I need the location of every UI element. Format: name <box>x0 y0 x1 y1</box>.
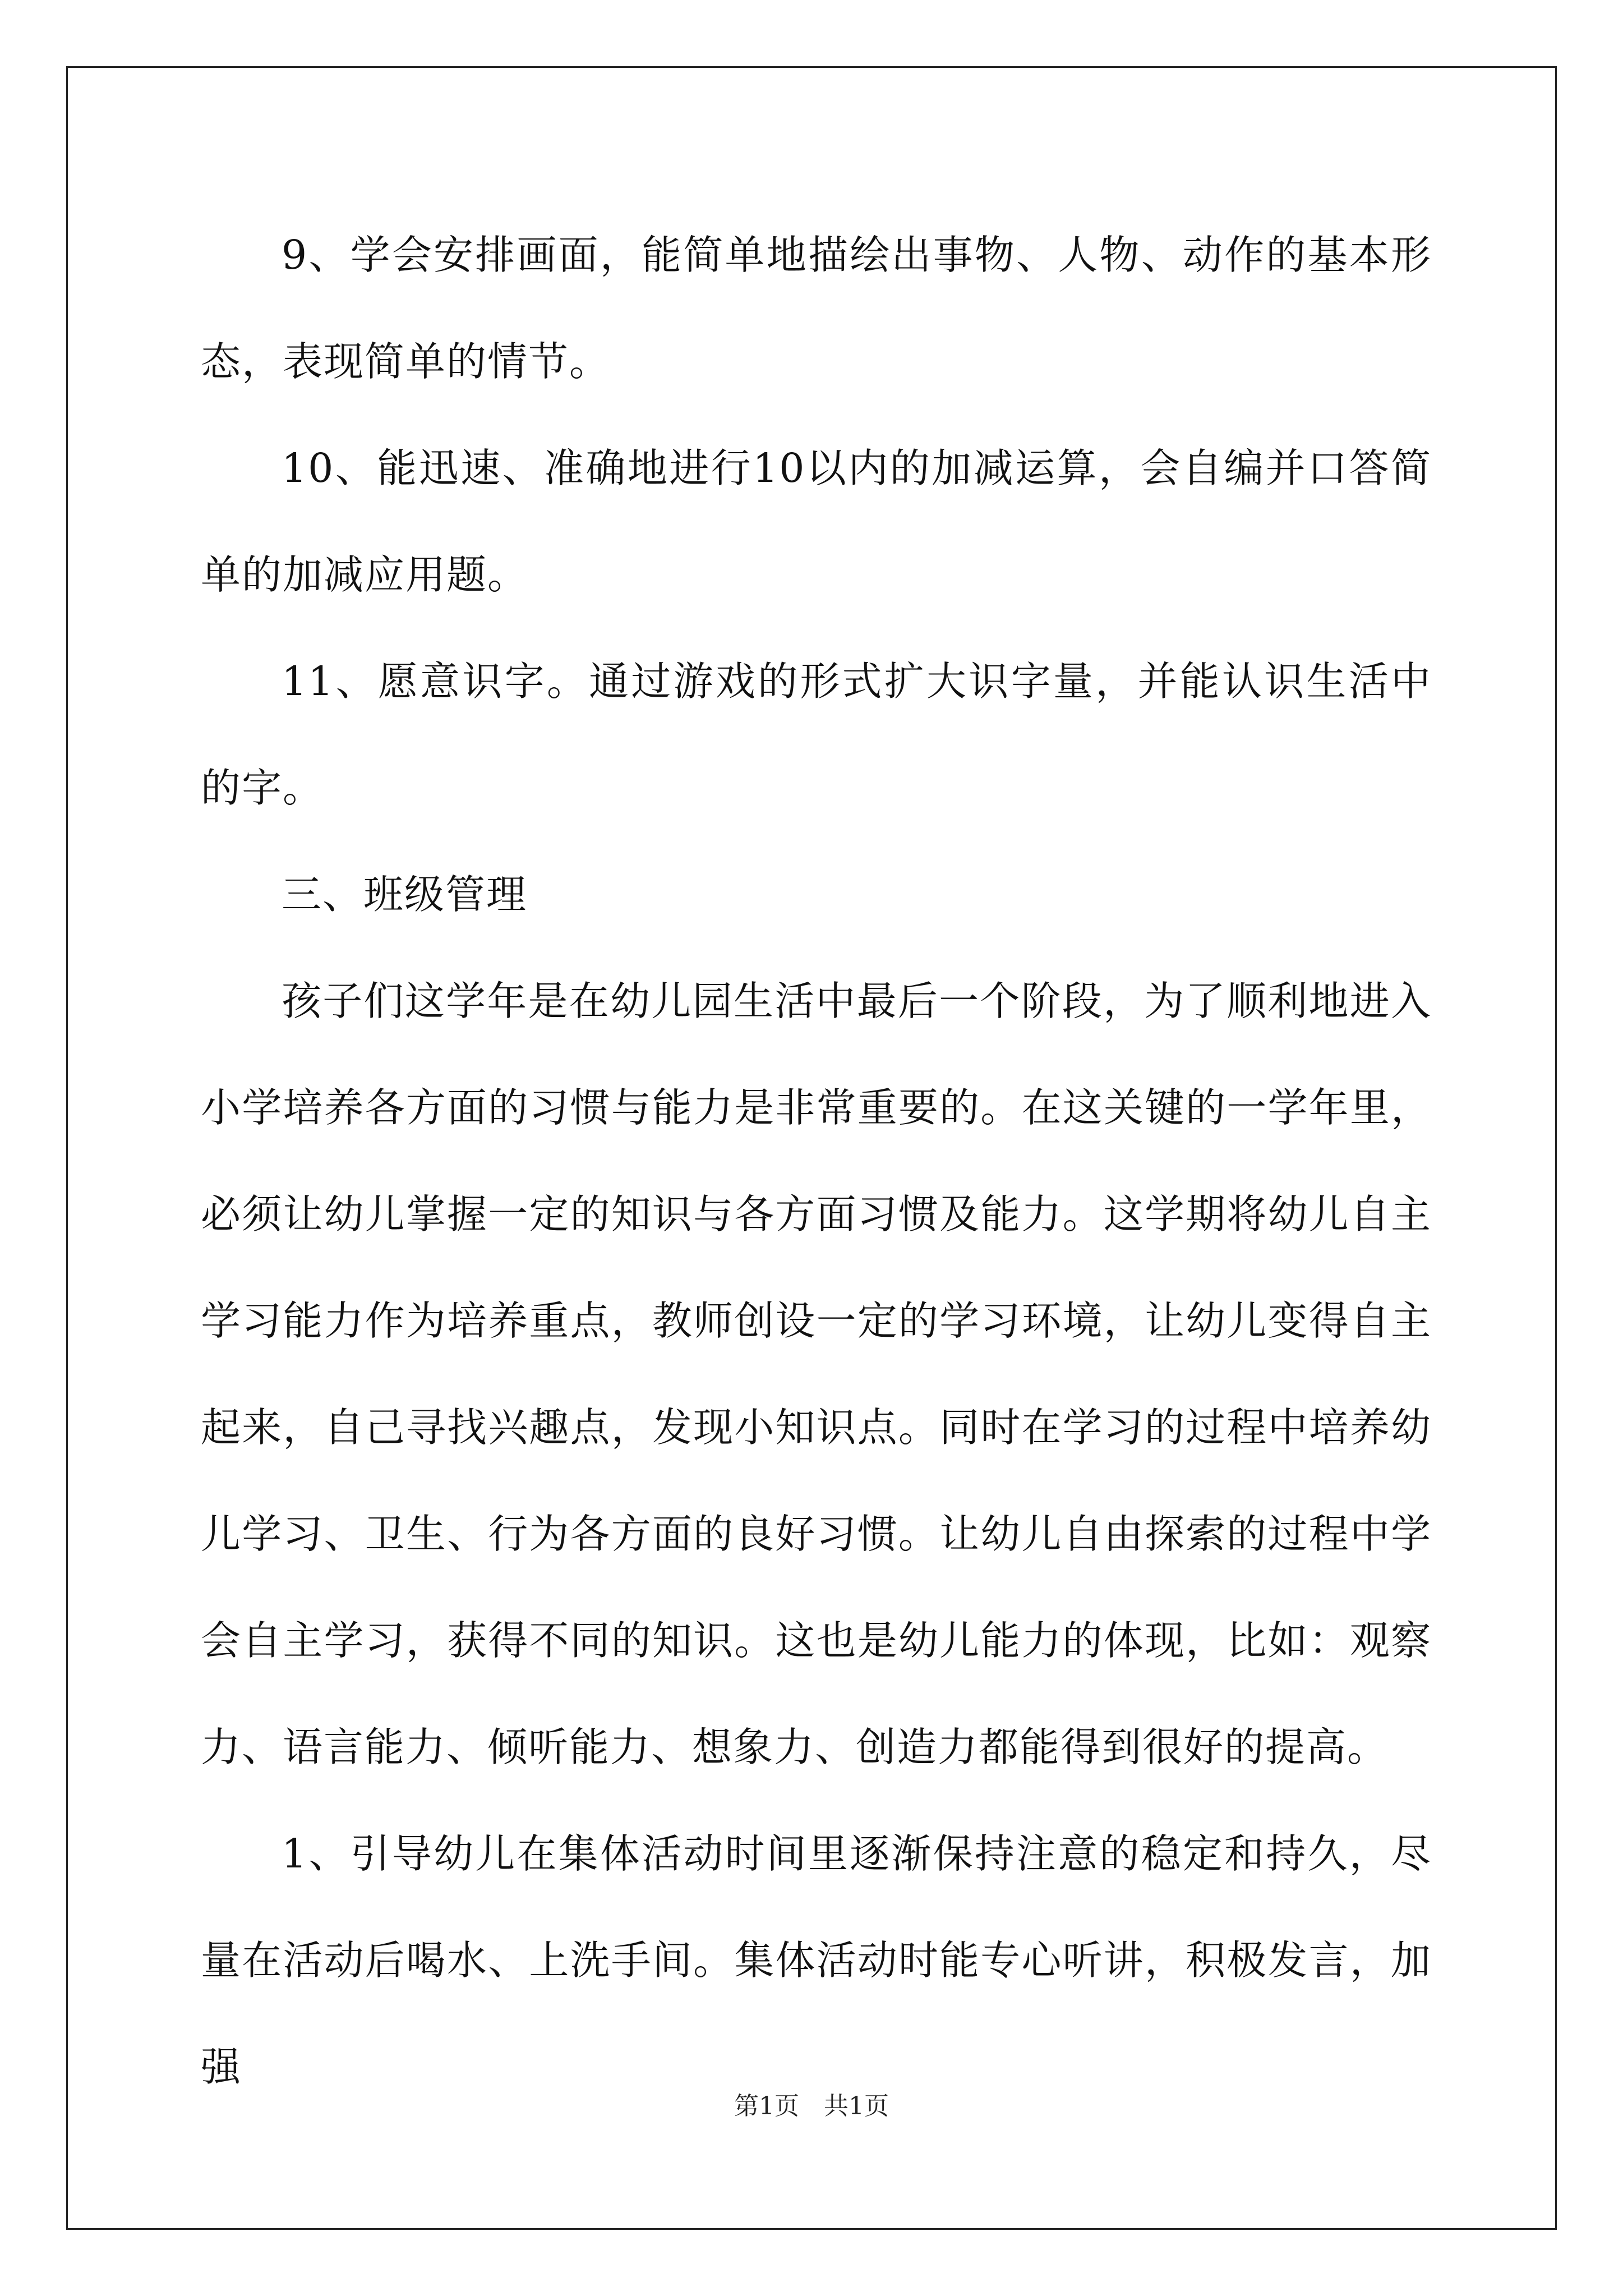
paragraph-item-9: 9、学会安排画面，能简单地描绘出事物、人物、动作的基本形态，表现简单的情节。 <box>201 232 1432 385</box>
section-heading-class-management: 三、班级管理 <box>282 871 528 918</box>
paragraph-item-10: 10、能迅速、准确地进行10以内的加减运算，会自编并口答简单的加减应用题。 <box>201 445 1432 598</box>
paragraph-item-11: 11、愿意识字。通过游戏的形式扩大识字量，并能认识生活中的字。 <box>201 658 1432 811</box>
paragraph-item-1: 1、引导幼儿在集体活动时间里逐渐保持注意的稳定和持久，尽量在活动后喝水、上洗手间。集体活动时能专心听讲，积极发言，加强 <box>201 1830 1432 2090</box>
page-footer: 第1页 共1页 <box>734 2092 889 2120</box>
document-body <box>201 202 1432 2120</box>
paragraph-class-management-intro: 孩子们这学年是在幼儿园生活中最后一个阶段，为了顺利地进入小学培养各方面的习惯与能力是非常重要的。在这关键的一学年里，必须让幼儿掌握一定的知识与各方面习惯及能力。这学期将幼儿自主学习能力作为培养重点，教师创设一定的学习环境，让幼儿变得自主起来，自己寻找兴趣点，发现小知识点。同时在学习的过程中培养幼儿学习、卫生、行为各方面的良好习惯。让幼儿自由探索的过程中学会自主学习，获得不同的知识。这也是幼儿能力的体现，比如：观察力、语言能力、倾听能力、想象力、创造力都能得到很好的提高。 <box>201 978 1432 1770</box>
